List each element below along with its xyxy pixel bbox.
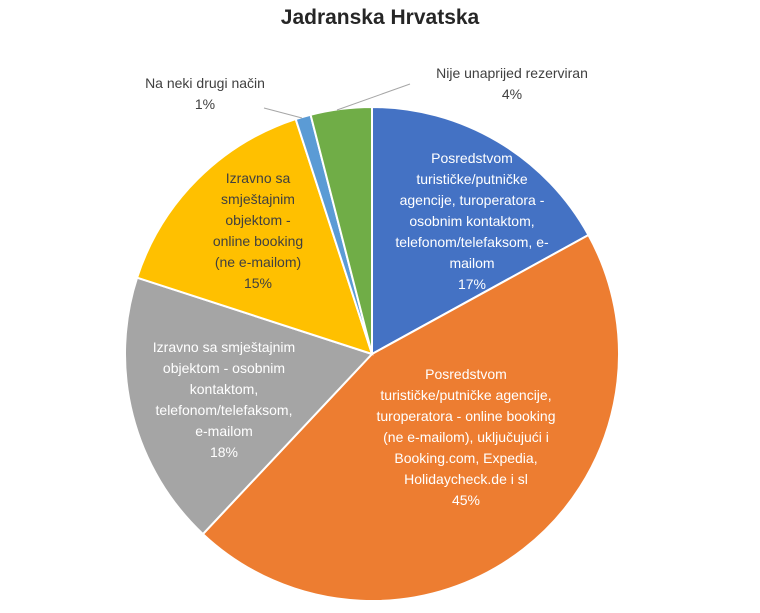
slice-category-label: Posredstvom: [425, 366, 507, 382]
slice-category-label: Nije unaprijed rezerviran: [436, 65, 588, 81]
slice-category-label: telefonom/telefaksom, e-: [395, 234, 549, 250]
slice-category-label: Booking.com, Expedia,: [394, 450, 538, 466]
slice-category-label: Holidaycheck.de i sl: [404, 471, 528, 487]
slice-category-label: (ne e-mailom), uključujući i: [383, 429, 549, 445]
slice-value-label: 18%: [209, 444, 239, 460]
slice-category-label: Izravno sa smještajnim: [152, 339, 296, 355]
slice-value-label: 1%: [194, 96, 216, 112]
slice-value-label: 15%: [243, 275, 273, 291]
slice-category-label: turističke/putničke: [416, 171, 528, 187]
slice-category-label: objektom - osobnim: [162, 360, 286, 376]
slice-category-label: Posredstvom: [431, 150, 513, 166]
slice-value-label: 17%: [457, 276, 487, 292]
slice-category-label: telefonom/telefaksom,: [155, 402, 293, 418]
slice-category-label: online booking: [212, 233, 304, 249]
slice-category-label: turoperatora - online booking: [376, 408, 556, 424]
chart-title: Jadranska Hrvatska: [280, 6, 480, 29]
slice-category-label: mailom: [449, 255, 495, 271]
slice-category-label: turističke/putničke agencije,: [380, 387, 552, 403]
slice-category-label: kontaktom,: [189, 381, 259, 397]
slice-category-label: agencije, turoperatora -: [399, 192, 545, 208]
slice-category-label: Izravno sa: [225, 170, 291, 186]
leader-line: [264, 108, 302, 118]
slice-category-label: e-mailom: [195, 423, 253, 439]
slice-category-label: objektom -: [225, 212, 291, 228]
slice-category-label: Na neki drugi način: [145, 75, 265, 91]
slice-category-label: smještajnim: [221, 191, 295, 207]
slice-value-label: 4%: [501, 86, 523, 102]
slice-value-label: 45%: [451, 492, 481, 508]
slice-category-label: osobnim kontaktom,: [409, 213, 535, 229]
slice-category-label: (ne e-mailom): [214, 254, 302, 270]
